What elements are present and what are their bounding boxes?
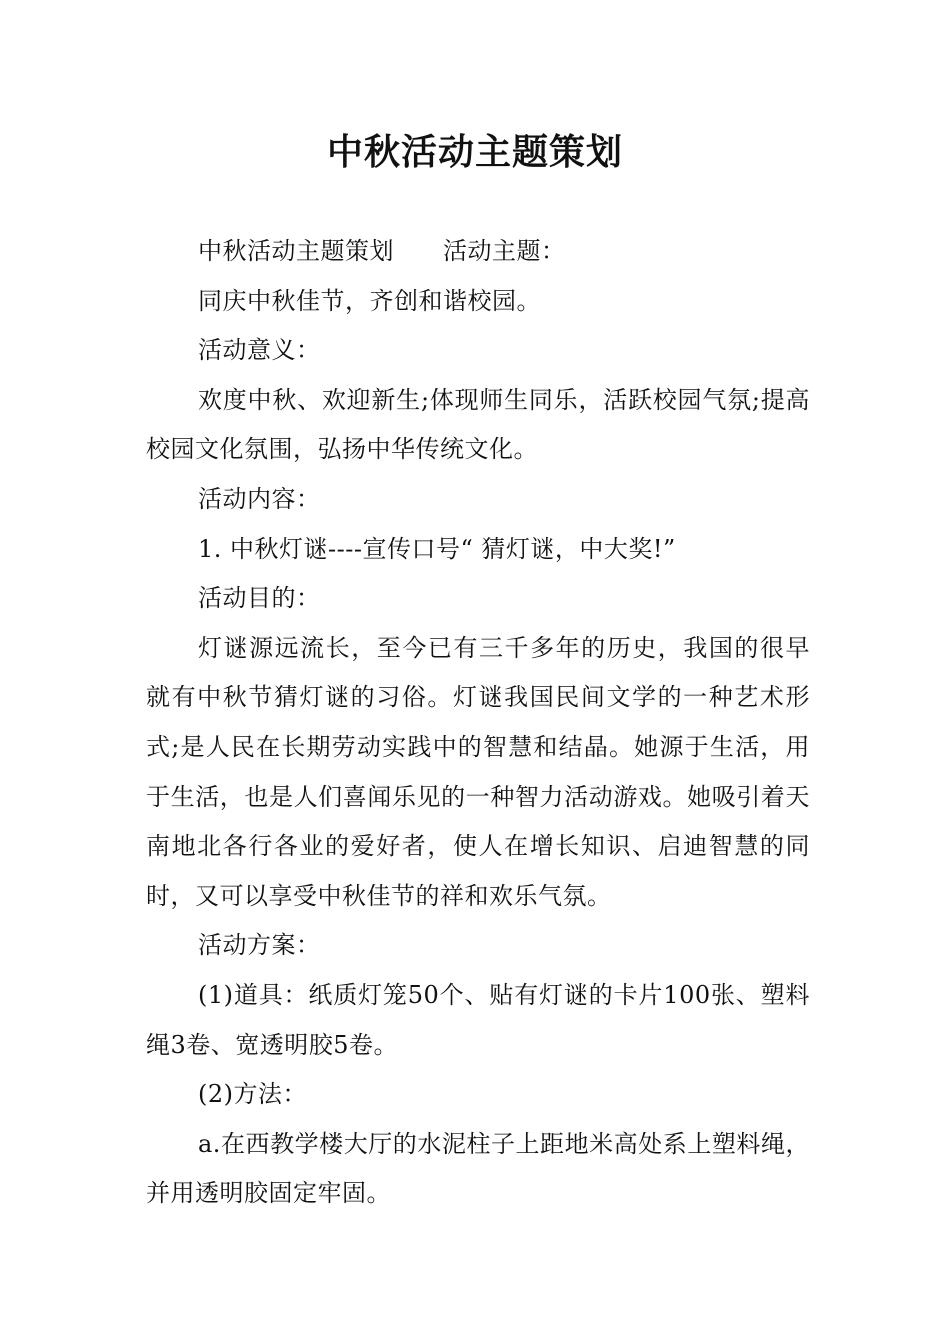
paragraph-significance-heading: 活动意义： bbox=[198, 336, 321, 365]
paragraph-theme: 同庆中秋佳节，齐创和谐校园。 bbox=[198, 286, 541, 315]
document-body bbox=[146, 227, 810, 1219]
document-title: 中秋活动主题策划 bbox=[326, 131, 623, 173]
paragraph-method-heading: (2)方法： bbox=[198, 1080, 307, 1109]
paragraph-purpose: 灯谜源远流长，至今已有三千多年的历史，我国的很早就有中秋节猜灯谜的习俗。灯谜我国民间文学的一种艺术形式;是人民在长期劳动实践中的智慧和结晶。她源于生活，用于生活，也是人们喜闻乐见的一种智力活动游戏。她吸引着天南地北各行各业的爱好者，使人在增长知识、启迪智慧的同时，又可以享受中秋佳节的祥和欢乐气氛。 bbox=[146, 633, 810, 910]
paragraph-method-step-a: a.在西教学楼大厅的水泥柱子上距地米高处系上塑料绳，并用透明胶固定牢固。 bbox=[146, 1129, 810, 1208]
paragraph-plan-heading: 活动方案： bbox=[198, 931, 321, 960]
paragraph-significance: 欢度中秋、欢迎新生;体现师生同乐，活跃校园气氛;提高校园文化氛围，弘扬中华传统文化。 bbox=[146, 385, 810, 464]
paragraph-purpose-heading: 活动目的： bbox=[198, 584, 321, 613]
paragraph-lantern-riddles: 1. 中秋灯谜----宣传口号“ 猜灯谜，中大奖!” bbox=[198, 534, 676, 563]
paragraph-props: (1)道具：纸质灯笼50个、贴有灯谜的卡片100张、塑料绳3卷、宽透明胶5卷。 bbox=[146, 980, 810, 1059]
paragraph-theme-heading: 中秋活动主题策划 活动主题： bbox=[198, 237, 566, 265]
paragraph-content-heading: 活动内容： bbox=[198, 484, 321, 513]
